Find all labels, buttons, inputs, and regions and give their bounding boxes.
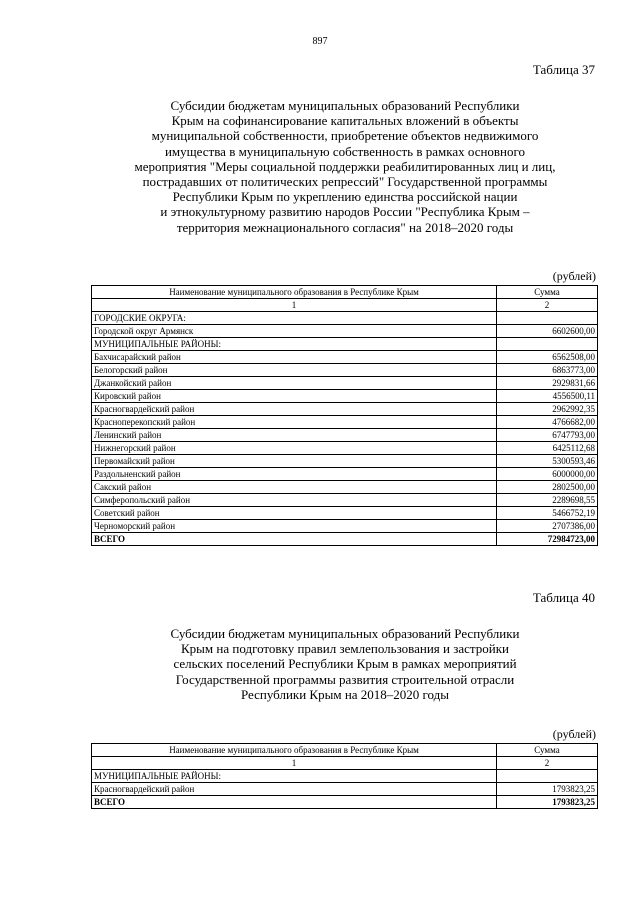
row-amount: 6425112,68: [497, 442, 598, 455]
row-name: Черноморский район: [92, 520, 497, 533]
table-row: [92, 403, 598, 416]
table-row: [92, 481, 598, 494]
table-total-row: [92, 796, 598, 809]
table-row: [92, 325, 598, 338]
row-name: МУНИЦИПАЛЬНЫЕ РАЙОНЫ:: [92, 770, 497, 783]
table37-title-line: Республики Крым по укреплению единства российской нации: [172, 189, 518, 205]
table40-title-line: сельских поселений Республики Крым в рамках мероприятий: [173, 656, 517, 672]
column-header-amount: Сумма: [497, 744, 598, 757]
table-row: [92, 364, 598, 377]
row-name: Первомайский район: [92, 455, 497, 468]
page-number: 897: [312, 36, 328, 47]
column-header-name: Наименование муниципального образования в Республике Крым: [92, 286, 497, 299]
column-number: 1: [92, 757, 497, 770]
row-name: Красногвардейский район: [92, 783, 497, 796]
row-name: Бахчисарайский район: [92, 351, 497, 364]
total-label: ВСЕГО: [92, 796, 497, 809]
column-number: 1: [92, 299, 497, 312]
row-name: ГОРОДСКИЕ ОКРУГА:: [92, 312, 497, 325]
table-row: [92, 507, 598, 520]
row-amount: 2962992,35: [497, 403, 598, 416]
table-row: [92, 770, 598, 783]
row-amount: 2802500,00: [497, 481, 598, 494]
table40-units: (рублей): [552, 727, 596, 741]
table-row: [92, 520, 598, 533]
row-amount: [497, 338, 598, 351]
table37-title-line: мероприятия "Меры социальной поддержки реабилитированных лиц и лиц,: [134, 158, 556, 174]
row-amount: 2289698,55: [497, 494, 598, 507]
table-row: [92, 783, 598, 796]
table37-title-line: и этнокультурному развитию народов России "Республика Крым –: [160, 204, 530, 220]
table37-title-line: территория межнационального согласия" на 2018–2020 годы: [176, 219, 514, 235]
table-header-row: [92, 286, 598, 299]
row-amount: 2707386,00: [497, 520, 598, 533]
table-row: [92, 377, 598, 390]
row-amount: 6863773,00: [497, 364, 598, 377]
table37-title-line: Субсидии бюджетам муниципальных образований Республики: [170, 98, 520, 113]
table-row: [92, 312, 598, 325]
table40-label: Таблица 40: [532, 590, 595, 605]
row-name: Советский район: [92, 507, 497, 520]
row-name: Сакский район: [92, 481, 497, 494]
row-amount: 6000000,00: [497, 468, 598, 481]
table-row: [92, 468, 598, 481]
row-amount: 6562508,00: [497, 351, 598, 364]
row-amount: 4556500,11: [497, 390, 598, 403]
row-amount: 5300593,46: [497, 455, 598, 468]
table40-title-line: Республики Крым на 2018–2020 годы: [240, 686, 450, 702]
row-amount: 5466752,19: [497, 507, 598, 520]
table-row: [92, 429, 598, 442]
column-number: 2: [497, 757, 598, 770]
table-column-number-row: [92, 299, 598, 312]
row-amount: 2929831,66: [497, 377, 598, 390]
row-amount: [497, 312, 598, 325]
table37: [91, 285, 598, 546]
table40-title-line: Государственной программы развития строительной отрасли: [175, 671, 515, 687]
row-amount: 1793823,25: [497, 783, 598, 796]
column-header-amount: Сумма: [497, 286, 598, 299]
row-name: Красноперекопский район: [92, 416, 497, 429]
row-name: Раздольненский район: [92, 468, 497, 481]
table37-units: (рублей): [552, 269, 596, 283]
table-row: [92, 351, 598, 364]
total-label: ВСЕГО: [92, 533, 497, 546]
row-name: Ленинский район: [92, 429, 497, 442]
table37-title-line: пострадавших от политических репрессий" Государственной программы: [142, 174, 548, 190]
total-amount: 1793823,25: [497, 796, 598, 809]
table-column-number-row: [92, 757, 598, 770]
table-total-row: [92, 533, 598, 546]
table-row: [92, 416, 598, 429]
row-name: Красногвардейский район: [92, 403, 497, 416]
table-row: [92, 338, 598, 351]
table-row: [92, 455, 598, 468]
table37-title-line: муниципальной собственности, приобретение объектов недвижимого: [151, 128, 539, 144]
column-header-name: Наименование муниципального образования в Республике Крым: [92, 744, 497, 757]
table40-title-line: Субсидии бюджетам муниципальных образований Республики: [170, 626, 520, 641]
table40: [91, 743, 598, 809]
total-amount: 72984723,00: [497, 533, 598, 546]
row-name: Нижнегорский район: [92, 442, 497, 455]
row-name: Городской округ Армянск: [92, 325, 497, 338]
table-row: [92, 442, 598, 455]
row-amount: 6747793,00: [497, 429, 598, 442]
row-amount: [497, 770, 598, 783]
row-name: Джанкойский район: [92, 377, 497, 390]
row-name: Белогорский район: [92, 364, 497, 377]
row-name: Симферопольский район: [92, 494, 497, 507]
column-number: 2: [497, 299, 598, 312]
table-header-row: [92, 744, 598, 757]
table-row: [92, 390, 598, 403]
table40-title: [92, 626, 598, 702]
table37-title: [92, 98, 598, 235]
table37-title-line: имущества в муниципальную собственность в рамках основного: [164, 143, 526, 159]
table-row: [92, 494, 598, 507]
row-name: МУНИЦИПАЛЬНЫЕ РАЙОНЫ:: [92, 338, 497, 351]
row-amount: 6602600,00: [497, 325, 598, 338]
table37-label: Таблица 37: [532, 62, 595, 77]
row-amount: 4766682,00: [497, 416, 598, 429]
table40-title-line: Крым на подготовку правил землепользования и застройки: [181, 641, 509, 657]
row-name: Кировский район: [92, 390, 497, 403]
table37-title-line: Крым на софинансирование капитальных вложений в объекты: [171, 113, 519, 129]
